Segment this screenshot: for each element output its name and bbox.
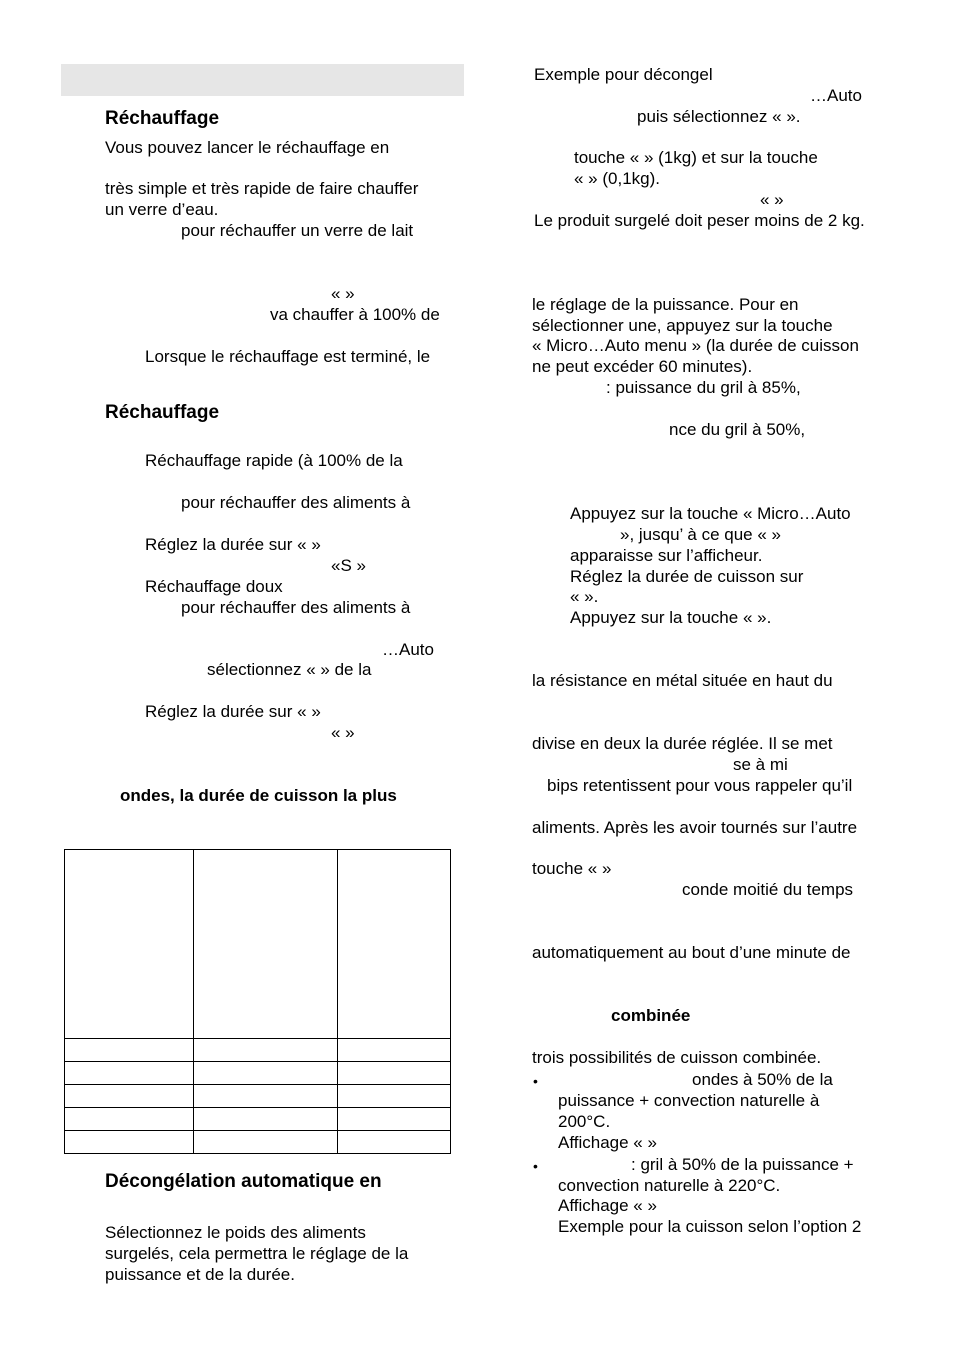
text-line: », jusqu’ à ce que « » [620, 525, 781, 544]
text-line: très simple et très rapide de faire chauffer [105, 179, 419, 198]
text-line: Réchauffage rapide (à 100% de la [145, 451, 403, 470]
text-line: « » [331, 723, 355, 742]
text-line: Vous pouvez lancer le réchauffage en [105, 138, 390, 157]
text-line: Appuyez sur la touche « ». [570, 608, 772, 627]
table-cell [65, 850, 194, 1039]
bullet-icon: • [533, 1158, 538, 1174]
text-line: : puissance du gril à 85%, [606, 378, 801, 397]
text-line: puis sélectionnez « ». [637, 107, 801, 126]
data-table [64, 849, 451, 1154]
table-cell [338, 1085, 451, 1108]
text-line: ondes à 50% de la [692, 1070, 833, 1089]
table-cell [65, 1108, 194, 1131]
text-line: « » [760, 190, 784, 209]
text-line: un verre d’eau. [105, 200, 219, 219]
table-cell [65, 1131, 194, 1154]
bold-text-line: combinée [611, 1006, 691, 1025]
text-line: «S » [331, 556, 366, 575]
table-cell [194, 1108, 338, 1131]
text-line: sélectionner une, appuyez sur la touche [532, 316, 833, 335]
text-line: Réglez la durée de cuisson sur [570, 567, 804, 586]
text-line: convection naturelle à 220°C. [558, 1176, 781, 1195]
text-line: surgelés, cela permettra le réglage de la [105, 1244, 409, 1263]
table-row [65, 1062, 451, 1085]
text-line: : gril à 50% de la puissance + [631, 1155, 854, 1174]
text-line: apparaisse sur l’afficheur. [570, 546, 763, 565]
table-cell [194, 850, 338, 1039]
section-header-bar [61, 64, 464, 96]
text-line: va chauffer à 100% de [270, 305, 440, 324]
text-line: pour réchauffer un verre de lait [181, 221, 414, 240]
heading-decongelation: Décongélation automatique en [105, 1171, 382, 1192]
text-line: pour réchauffer des aliments à [181, 598, 411, 617]
text-line: se à mi [733, 755, 788, 774]
text-line: Exemple pour décongel [534, 65, 713, 84]
text-line: Exemple pour la cuisson selon l’option 2 [558, 1217, 862, 1236]
text-line: Sélectionnez le poids des aliments [105, 1223, 366, 1242]
table-cell [65, 1085, 194, 1108]
text-line: ne peut excéder 60 minutes). [532, 357, 753, 376]
table-cell [338, 1062, 451, 1085]
table-row [65, 1039, 451, 1062]
text-line: Lorsque le réchauffage est terminé, le [145, 347, 431, 366]
text-line: touche « » [532, 859, 612, 878]
heading-rechauffage: Réchauffage [105, 108, 220, 129]
text-line: automatiquement au bout d’une minute de [532, 943, 851, 962]
text-line: « ». [570, 587, 599, 606]
table-cell [194, 1131, 338, 1154]
text-line: …Auto [810, 86, 862, 105]
table-cell [338, 1039, 451, 1062]
text-line: Réglez la durée sur « » [145, 702, 321, 721]
text-line: aliments. Après les avoir tournés sur l’autre [532, 818, 858, 837]
text-line: divise en deux la durée réglée. Il se met [532, 734, 833, 753]
text-line: Réglez la durée sur « » [145, 535, 321, 554]
table-row [65, 1131, 451, 1154]
table-cell [194, 1085, 338, 1108]
text-line: Appuyez sur la touche « Micro…Auto [570, 504, 851, 523]
text-line: le réglage de la puissance. Pour en [532, 295, 799, 314]
text-line: puissance + convection naturelle à [558, 1091, 820, 1110]
text-line: Réchauffage doux [145, 577, 283, 596]
table-cell [65, 1039, 194, 1062]
text-line: la résistance en métal située en haut du [532, 671, 833, 690]
text-line: conde moitié du temps [682, 880, 854, 899]
text-line: sélectionnez « » de la [207, 660, 372, 679]
text-line: Le produit surgelé doit peser moins de 2 kg. [534, 211, 865, 230]
table-row [65, 1085, 451, 1108]
text-line: « » (0,1kg). [574, 169, 660, 188]
table-cell [338, 1108, 451, 1131]
table-cell [338, 850, 451, 1039]
text-line: « » [331, 284, 355, 303]
text-line: …Auto [382, 640, 434, 659]
table-row [65, 1108, 451, 1131]
text-line: « Micro…Auto menu » (la durée de cuisson [532, 336, 859, 355]
text-line: 200°C. [558, 1112, 611, 1131]
bullet-icon: • [533, 1073, 538, 1089]
text-line: Affichage « » [558, 1196, 657, 1215]
heading-rechauffage-2: Réchauffage [105, 402, 220, 423]
table-cell [338, 1131, 451, 1154]
table-cell [194, 1039, 338, 1062]
text-line: touche « » (1kg) et sur la touche [574, 148, 818, 167]
table-header-row [65, 850, 451, 1039]
text-line: pour réchauffer des aliments à [181, 493, 411, 512]
bold-text-line: ondes, la durée de cuisson la plus [120, 786, 397, 805]
text-line: trois possibilités de cuisson combinée. [532, 1048, 822, 1067]
table-cell [65, 1062, 194, 1085]
text-line: nce du gril à 50%, [669, 420, 806, 439]
text-line: puissance et de la durée. [105, 1265, 295, 1284]
text-line: bips retentissent pour vous rappeler qu’il [547, 776, 853, 795]
text-line: Affichage « » [558, 1133, 657, 1152]
table-cell [194, 1062, 338, 1085]
